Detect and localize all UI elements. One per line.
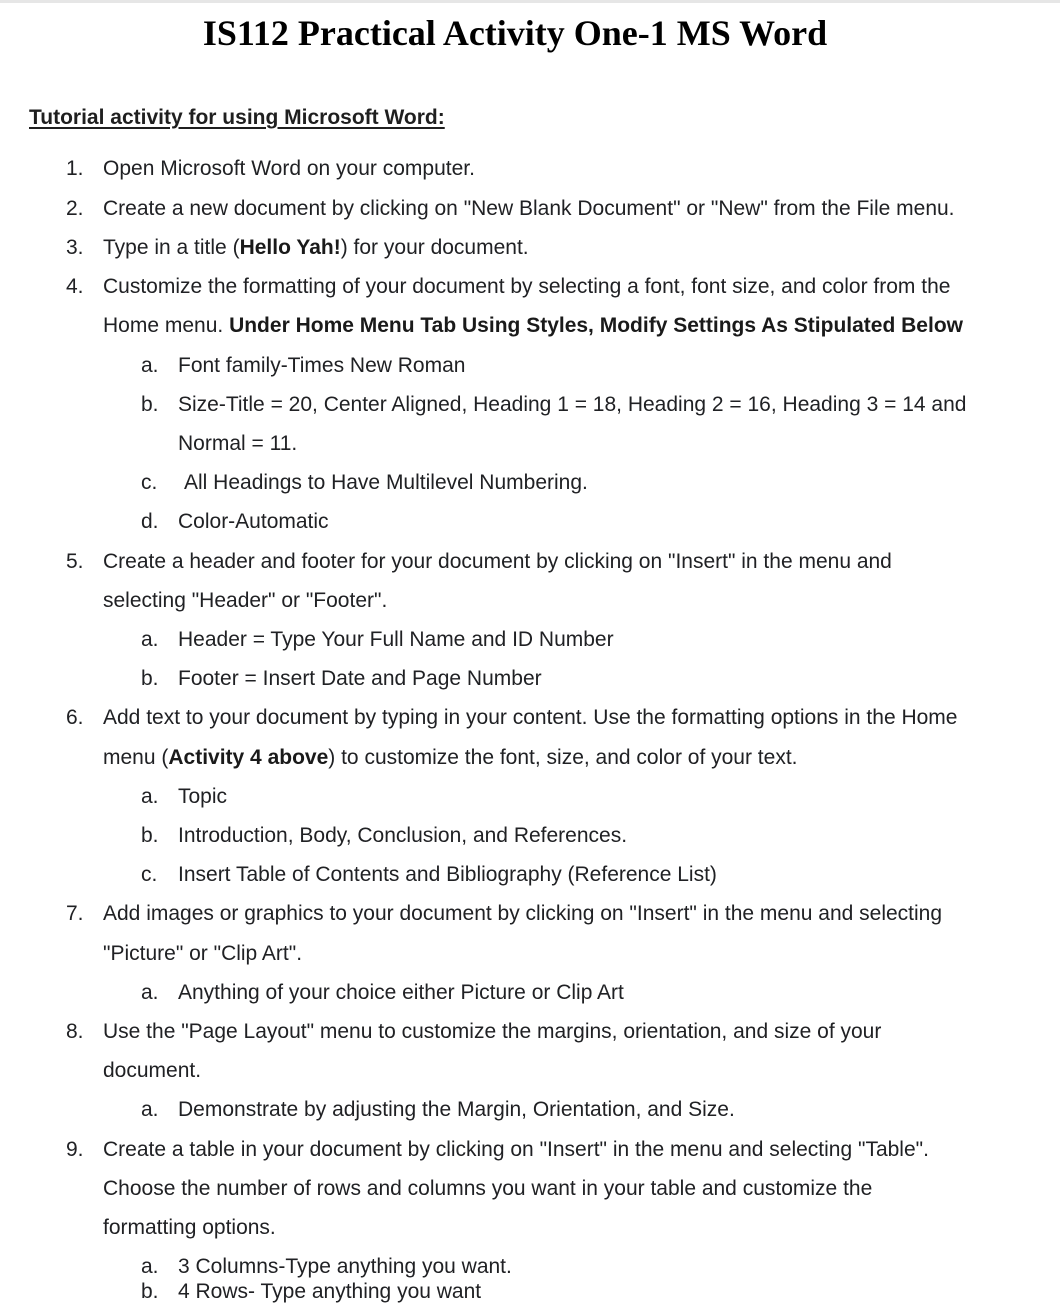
item-4-line-2	[103, 312, 963, 340]
item-6-line-2	[103, 744, 797, 772]
item-4-line-2-pre: Home menu.	[103, 314, 230, 337]
item-4-number: 4.	[66, 275, 84, 298]
item-6-line-2-bold: Activity 4 above	[168, 746, 329, 769]
item-4d-letter: d.	[141, 510, 159, 533]
item-3-text	[103, 234, 529, 262]
item-3-text-post: ) for your document.	[340, 236, 529, 259]
item-6b-text: Introduction, Body, Conclusion, and References.	[178, 824, 628, 847]
item-6-line-1: Add text to your document by typing in your content. Use the formatting options in the Home	[103, 706, 958, 729]
item-7-line-2: "Picture" or "Clip Art".	[103, 942, 303, 965]
item-9a-letter: a.	[141, 1255, 159, 1278]
item-8a-text: Demonstrate by adjusting the Margin, Orientation, and Size.	[178, 1098, 735, 1121]
item-3-text-pre: Type in a title (	[103, 236, 240, 259]
item-5-line-2: selecting "Header" or "Footer".	[103, 589, 388, 612]
item-4a-letter: a.	[141, 354, 159, 377]
item-6a-text: Topic	[178, 785, 228, 808]
item-5b-text: Footer = Insert Date and Page Number	[178, 667, 542, 690]
item-6-number: 6.	[66, 706, 84, 729]
item-5-number: 5.	[66, 550, 84, 573]
item-9-line-2: Choose the number of rows and columns you want in your table and customize the	[103, 1177, 873, 1200]
item-6c-letter: c.	[141, 863, 158, 886]
item-5-line-1: Create a header and footer for your document by clicking on "Insert" in the menu and	[103, 550, 892, 573]
tutorial-heading: Tutorial activity for using Microsoft Word:	[29, 106, 445, 129]
top-border	[0, 0, 1060, 3]
item-4a-text: Font family-Times New Roman	[178, 354, 466, 377]
item-8-line-1: Use the "Page Layout" menu to customize the margins, orientation, and size of your	[103, 1020, 882, 1043]
item-7a-letter: a.	[141, 981, 159, 1004]
item-4c-text: All Headings to Have Multilevel Numbering.	[184, 471, 588, 494]
item-4-line-2-bold: Under Home Menu Tab Using Styles, Modify Settings As Stipulated Below	[229, 314, 963, 337]
item-1-number: 1.	[66, 157, 84, 180]
item-4b-line-1: Size-Title = 20, Center Aligned, Heading 1 = 18, Heading 2 = 16, Heading 3 = 14 and	[178, 393, 967, 416]
item-7-line-1: Add images or graphics to your document by clicking on "Insert" in the menu and selecting	[103, 902, 943, 925]
item-8a-letter: a.	[141, 1098, 159, 1121]
item-5a-letter: a.	[141, 628, 159, 651]
item-7-number: 7.	[66, 902, 84, 925]
item-2-number: 2.	[66, 197, 84, 220]
item-9-line-3: formatting options.	[103, 1216, 276, 1239]
item-6-line-2-post: ) to customize the font, size, and color of your text.	[328, 746, 798, 769]
item-7a-text: Anything of your choice either Picture or Clip Art	[178, 981, 624, 1004]
item-4c-letter: c.	[141, 471, 158, 494]
item-4-line-1: Customize the formatting of your document by selecting a font, font size, and color from the	[103, 275, 951, 298]
item-6-line-2-pre: menu (	[103, 746, 169, 769]
item-1-text: Open Microsoft Word on your computer.	[103, 157, 475, 180]
document-title: IS112 Practical Activity One-1 MS Word	[202, 13, 828, 53]
cutoff-line	[0, 1280, 1060, 1304]
item-4b-line-2: Normal = 11.	[178, 432, 298, 455]
item-2-text: Create a new document by clicking on "New Blank Document" or "New" from the File menu.	[103, 197, 955, 220]
item-4d-text: Color-Automatic	[178, 510, 329, 533]
item-6a-letter: a.	[141, 785, 159, 808]
item-3-text-bold: Hello Yah!	[239, 236, 341, 259]
item-8-number: 8.	[66, 1020, 84, 1043]
item-9-line-1: Create a table in your document by clicking on "Insert" in the menu and selecting "Table".	[103, 1138, 929, 1161]
item-3-number: 3.	[66, 236, 84, 259]
item-6c-text: Insert Table of Contents and Bibliography (Reference List)	[178, 863, 717, 886]
item-9-number: 9.	[66, 1138, 84, 1161]
item-5a-text: Header = Type Your Full Name and ID Number	[178, 628, 614, 651]
item-8-line-2: document.	[103, 1059, 202, 1082]
item-9b-text: 4 Rows- Type anything you want	[178, 1280, 482, 1303]
item-9a-text: 3 Columns-Type anything you want.	[178, 1255, 512, 1278]
item-4b-letter: b.	[141, 393, 159, 416]
item-9b-letter: b.	[141, 1280, 159, 1303]
item-5b-letter: b.	[141, 667, 159, 690]
item-6b-letter: b.	[141, 824, 159, 847]
